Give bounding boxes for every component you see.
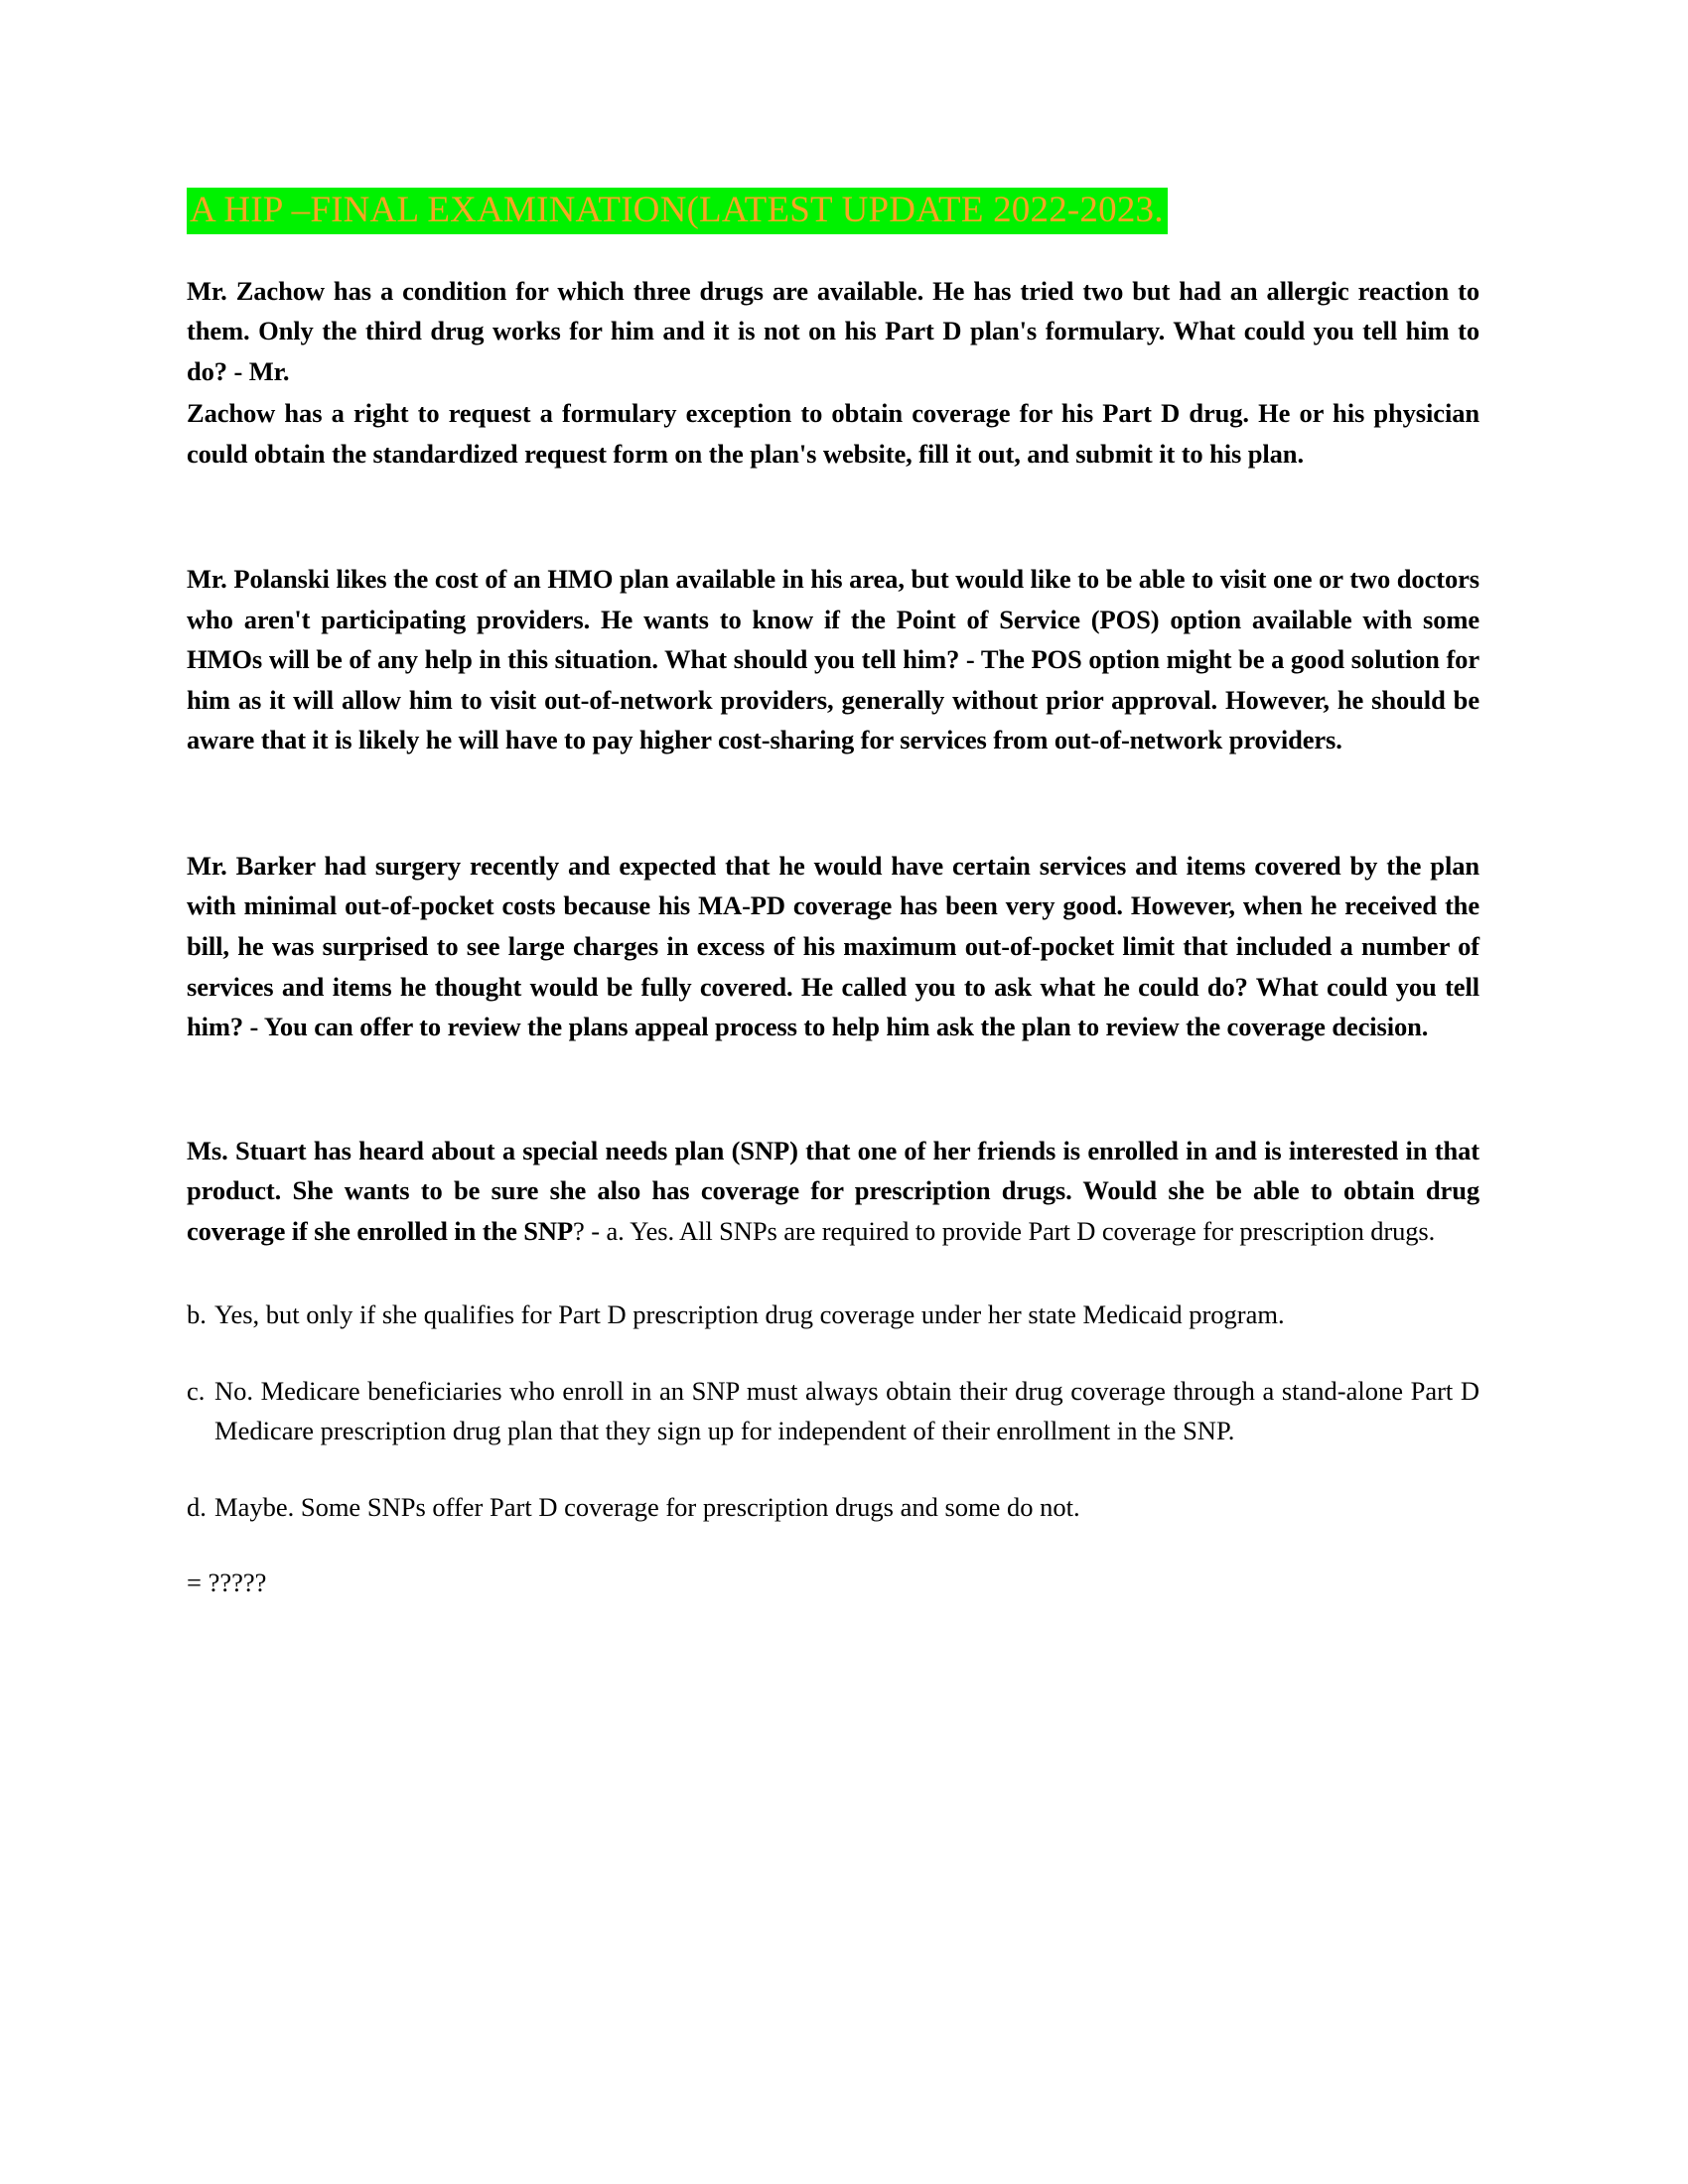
list-item	[187, 1487, 1479, 1528]
option-text-c: No. Medicare beneficiaries who enroll in an SNP must always obtain their drug coverage through a stand-alone Part D Medicare prescription drug plan that they sign up for independent of their enrollment in the SNP.	[214, 1375, 1479, 1446]
question-4-prompt: Ms. Stuart has heard about a special needs plan (SNP) that one of her friends is enrolled in and is interested in that product. She wants to be sure she also has coverage for prescription drugs. Would she be able to obtain drug coverage if she enrolled in the SNP	[187, 1135, 1479, 1246]
question-4-answer-placeholder: = ?????	[187, 1568, 267, 1598]
page-title: A HIP –FINAL EXAMINATION(LATEST UPDATE 2022-2023.	[187, 188, 1168, 234]
paragraph-spacer	[187, 760, 1479, 846]
option-marker-c: c.	[187, 1375, 206, 1406]
question-2-block: Mr. Polanski likes the cost of an HMO plan available in his area, but would like to be able to visit one or two doctors who aren't participating providers. He wants to know if the Point of Service (POS) option available with some HMOs will be of any help in this situation. What should you tell him? - The POS option might be a good solution for him as it will allow him to visit out-of-network providers, generally without prior approval. However, he should be aware that it is likely he will have to pay higher cost-sharing for services from out-of-network providers.	[187, 564, 1479, 755]
option-marker-d: d.	[187, 1491, 207, 1522]
list-item	[187, 1371, 1479, 1451]
paragraph-spacer	[187, 474, 1479, 559]
document-title-container	[187, 184, 1479, 237]
question-4-block	[187, 1131, 1479, 1252]
question-1-prompt: Mr. Zachow has a condition for which three drugs are available. He has tried two but had an allergic reaction to them. Only the third drug works for him and it is not on his Part D plan's formulary. What could you tell him to do? - Mr.	[187, 275, 1479, 386]
question-4-answer-a: ? - a. Yes. All SNPs are required to provide Part D coverage for prescription drugs.	[573, 1215, 1436, 1246]
list-item	[187, 1295, 1479, 1335]
option-text-d: Maybe. Some SNPs offer Part D coverage for prescription drugs and some do not.	[214, 1491, 1080, 1522]
option-marker-b: b.	[187, 1299, 207, 1330]
paragraph-spacer	[187, 1251, 1479, 1295]
question-1-answer: Zachow has a right to request a formulary exception to obtain coverage for his Part D drug. He or his physician could obtain the standardized request form on the plan's website, fill it out, and submit it to his plan.	[187, 398, 1479, 469]
paragraph-spacer	[187, 1047, 1479, 1131]
answer-options-list	[187, 1295, 1479, 1527]
question-3-block: Mr. Barker had surgery recently and expected that he would have certain services and items covered by the plan with minimal out-of-pocket costs because his MA-PD coverage has been very good. However, when he received the bill, he was surprised to see large charges in excess of his maximum out-of-pocket limit that included a number of services and items he thought would be fully covered. He called you to ask what he could do? What could you tell him? - You can offer to review the plans appeal process to help him ask the plan to review the coverage decision.	[187, 850, 1479, 1042]
option-text-b: Yes, but only if she qualifies for Part D prescription drug coverage under her state Medicaid program.	[214, 1299, 1285, 1330]
